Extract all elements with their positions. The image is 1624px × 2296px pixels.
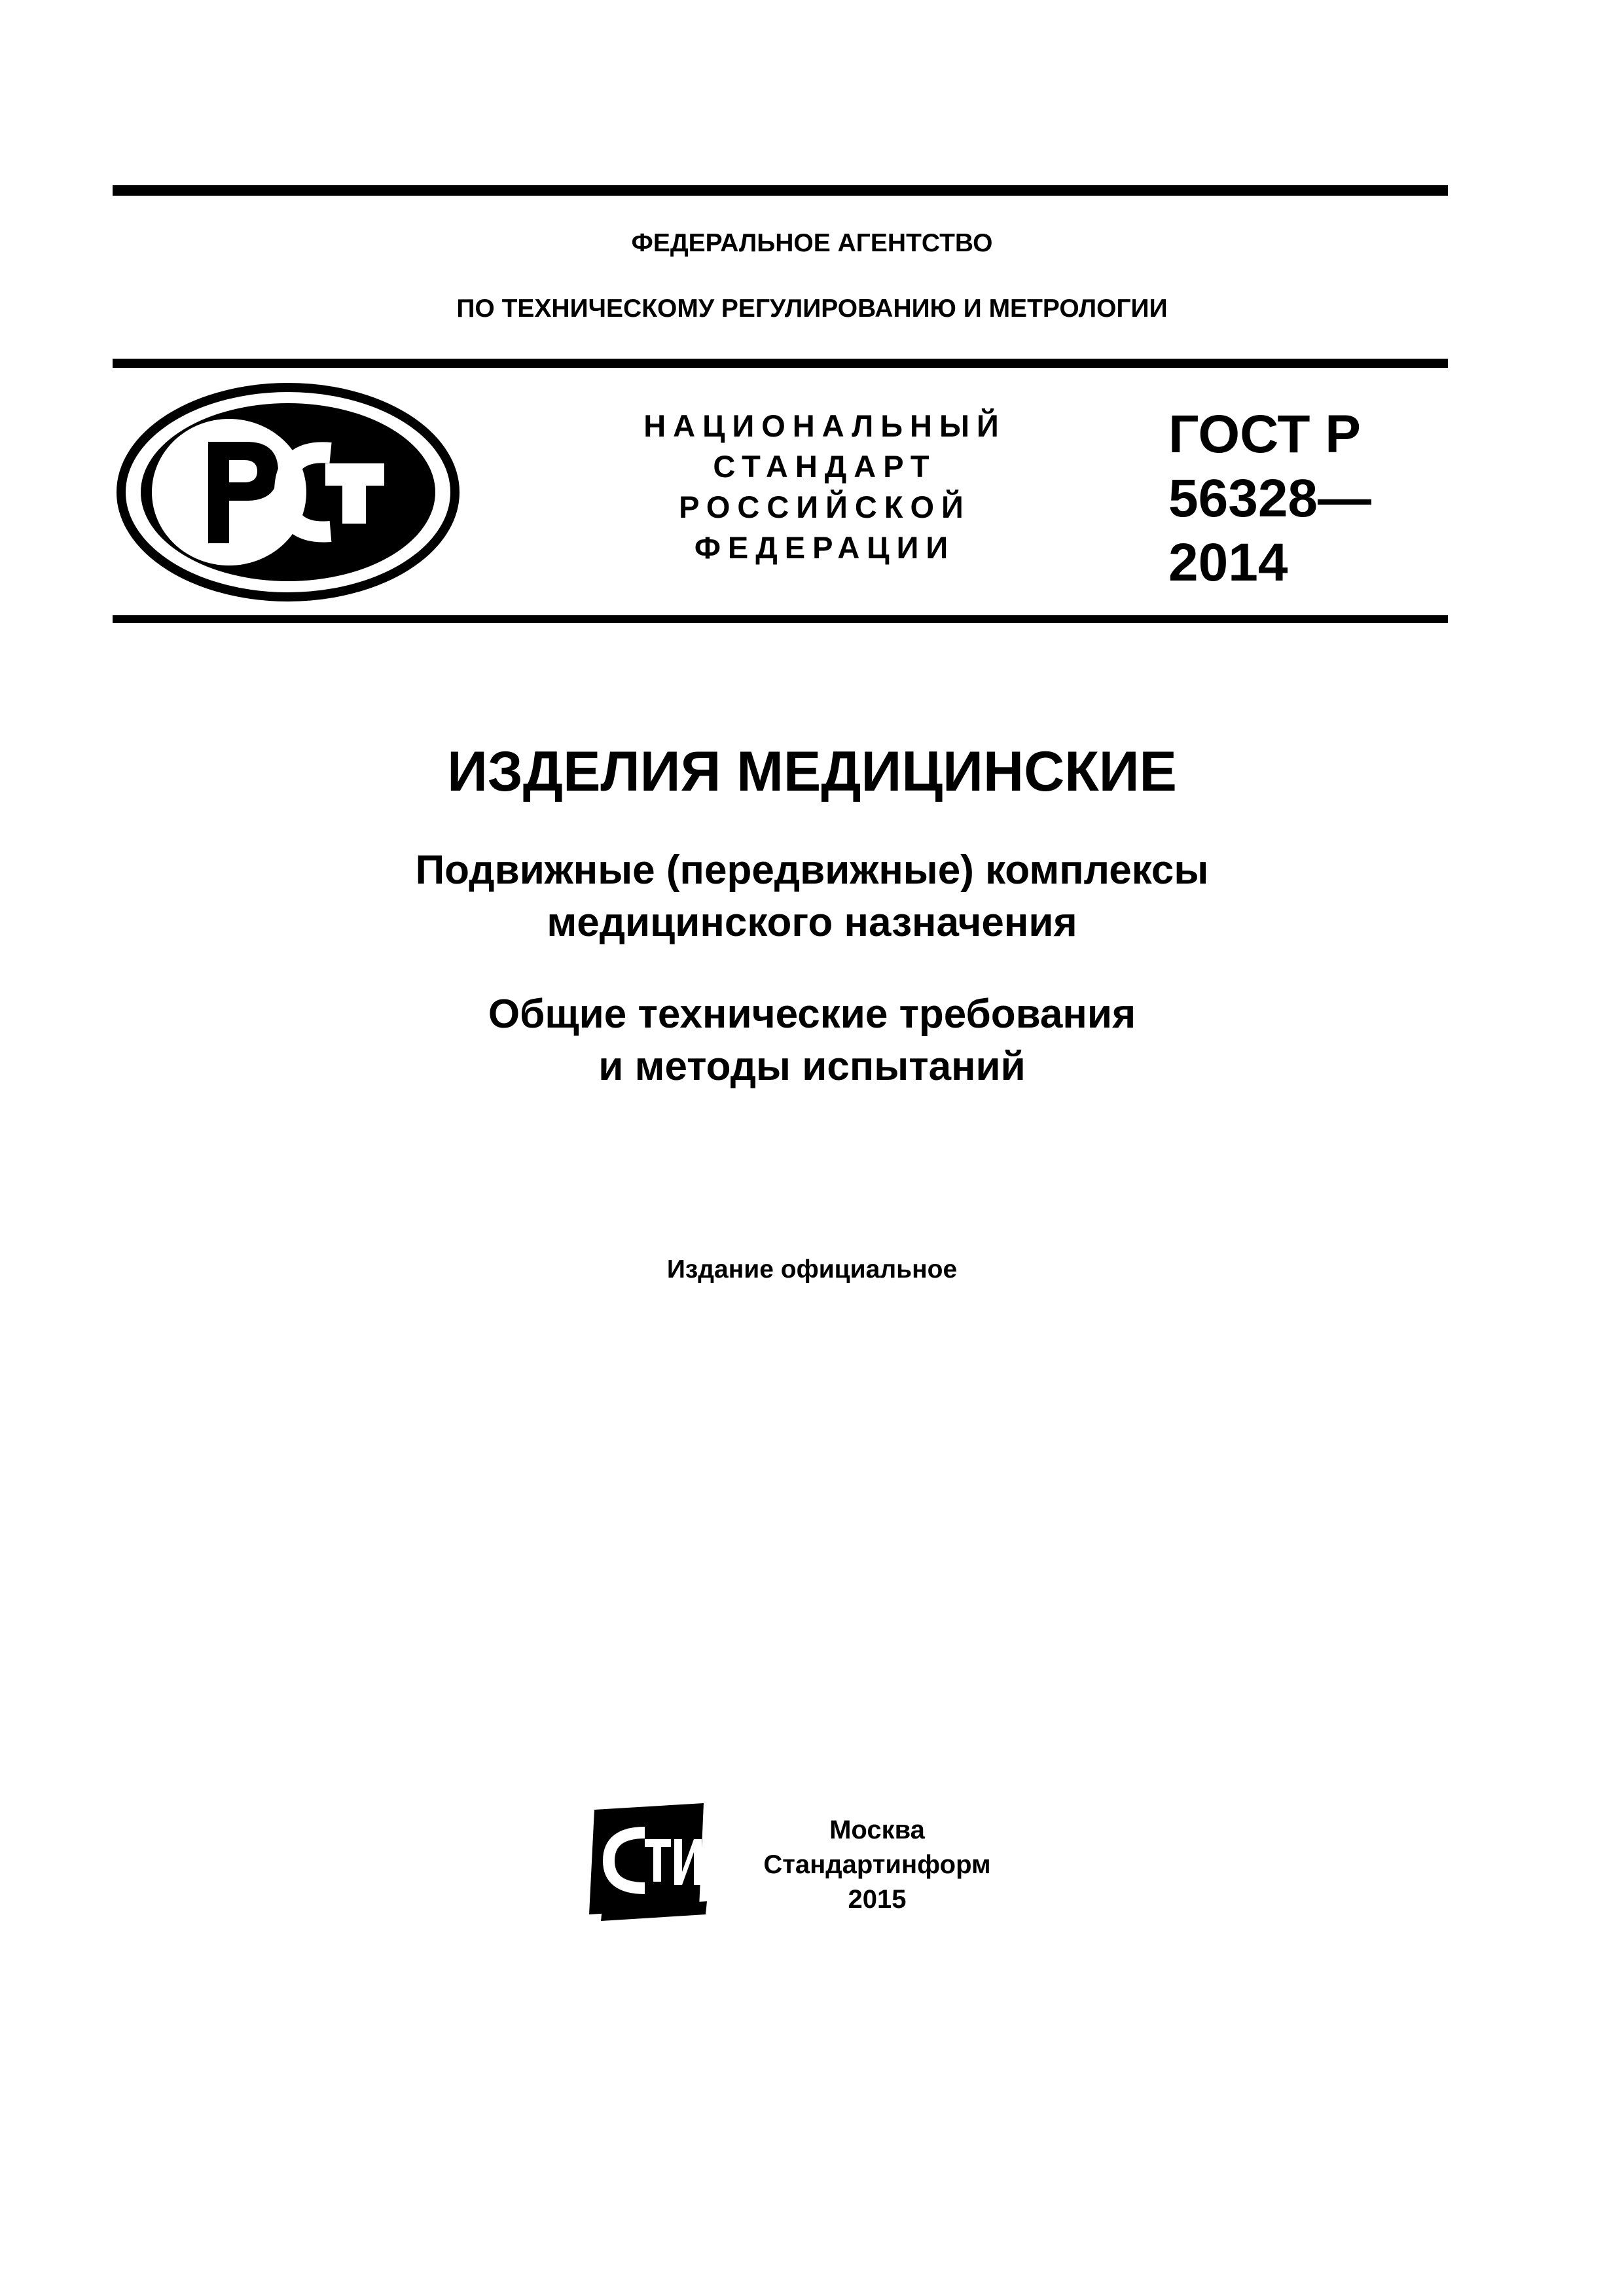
national-standard-line: ФЕДЕРАЦИИ [694, 530, 956, 565]
document-subtitle-1 [0, 844, 1624, 949]
publisher-name: Стандартинформ [763, 1850, 991, 1879]
subtitle-line: Подвижные (передвижные) комплексы [415, 848, 1209, 893]
header-rule [113, 359, 1448, 368]
document-title: ИЗДЕЛИЯ МЕДИЦИНСКИЕ [447, 740, 1177, 803]
national-standard-line: НАЦИОНАЛЬНЫЙ [643, 408, 1006, 443]
agency-line-1: ФЕДЕРАЛЬНОЕ АГЕНТСТВО [631, 229, 993, 257]
national-standard-label [589, 406, 1060, 568]
publisher-block [733, 1813, 1021, 1917]
subtitle-line: медицинского назначения [547, 900, 1077, 945]
national-standard-line: СТАНДАРТ [713, 449, 937, 484]
designation-line-3: 2014 [1168, 533, 1288, 592]
designation-line-1: ГОСТ Р [1168, 404, 1361, 464]
sti-logo-icon [583, 1803, 713, 1921]
header-bottom-rule [113, 615, 1448, 623]
subtitle-line: Общие технические требования [488, 992, 1136, 1037]
publisher-city: Москва [829, 1816, 925, 1844]
publisher-year: 2015 [848, 1885, 907, 1914]
standard-designation [1168, 403, 1371, 595]
document-subtitle-2 [0, 988, 1624, 1093]
designation-line-2: 56328— [1168, 469, 1372, 528]
top-rule [113, 185, 1448, 196]
subtitle-line: и методы испытаний [598, 1044, 1026, 1089]
agency-line-2: ПО ТЕХНИЧЕСКОМУ РЕГУЛИРОВАНИЮ И МЕТРОЛОГИИ [456, 295, 1168, 323]
national-standard-line: РОССИЙСКОЙ [679, 490, 971, 524]
edition-label: Издание официальное [666, 1255, 958, 1283]
rst-logo-icon [115, 380, 461, 605]
